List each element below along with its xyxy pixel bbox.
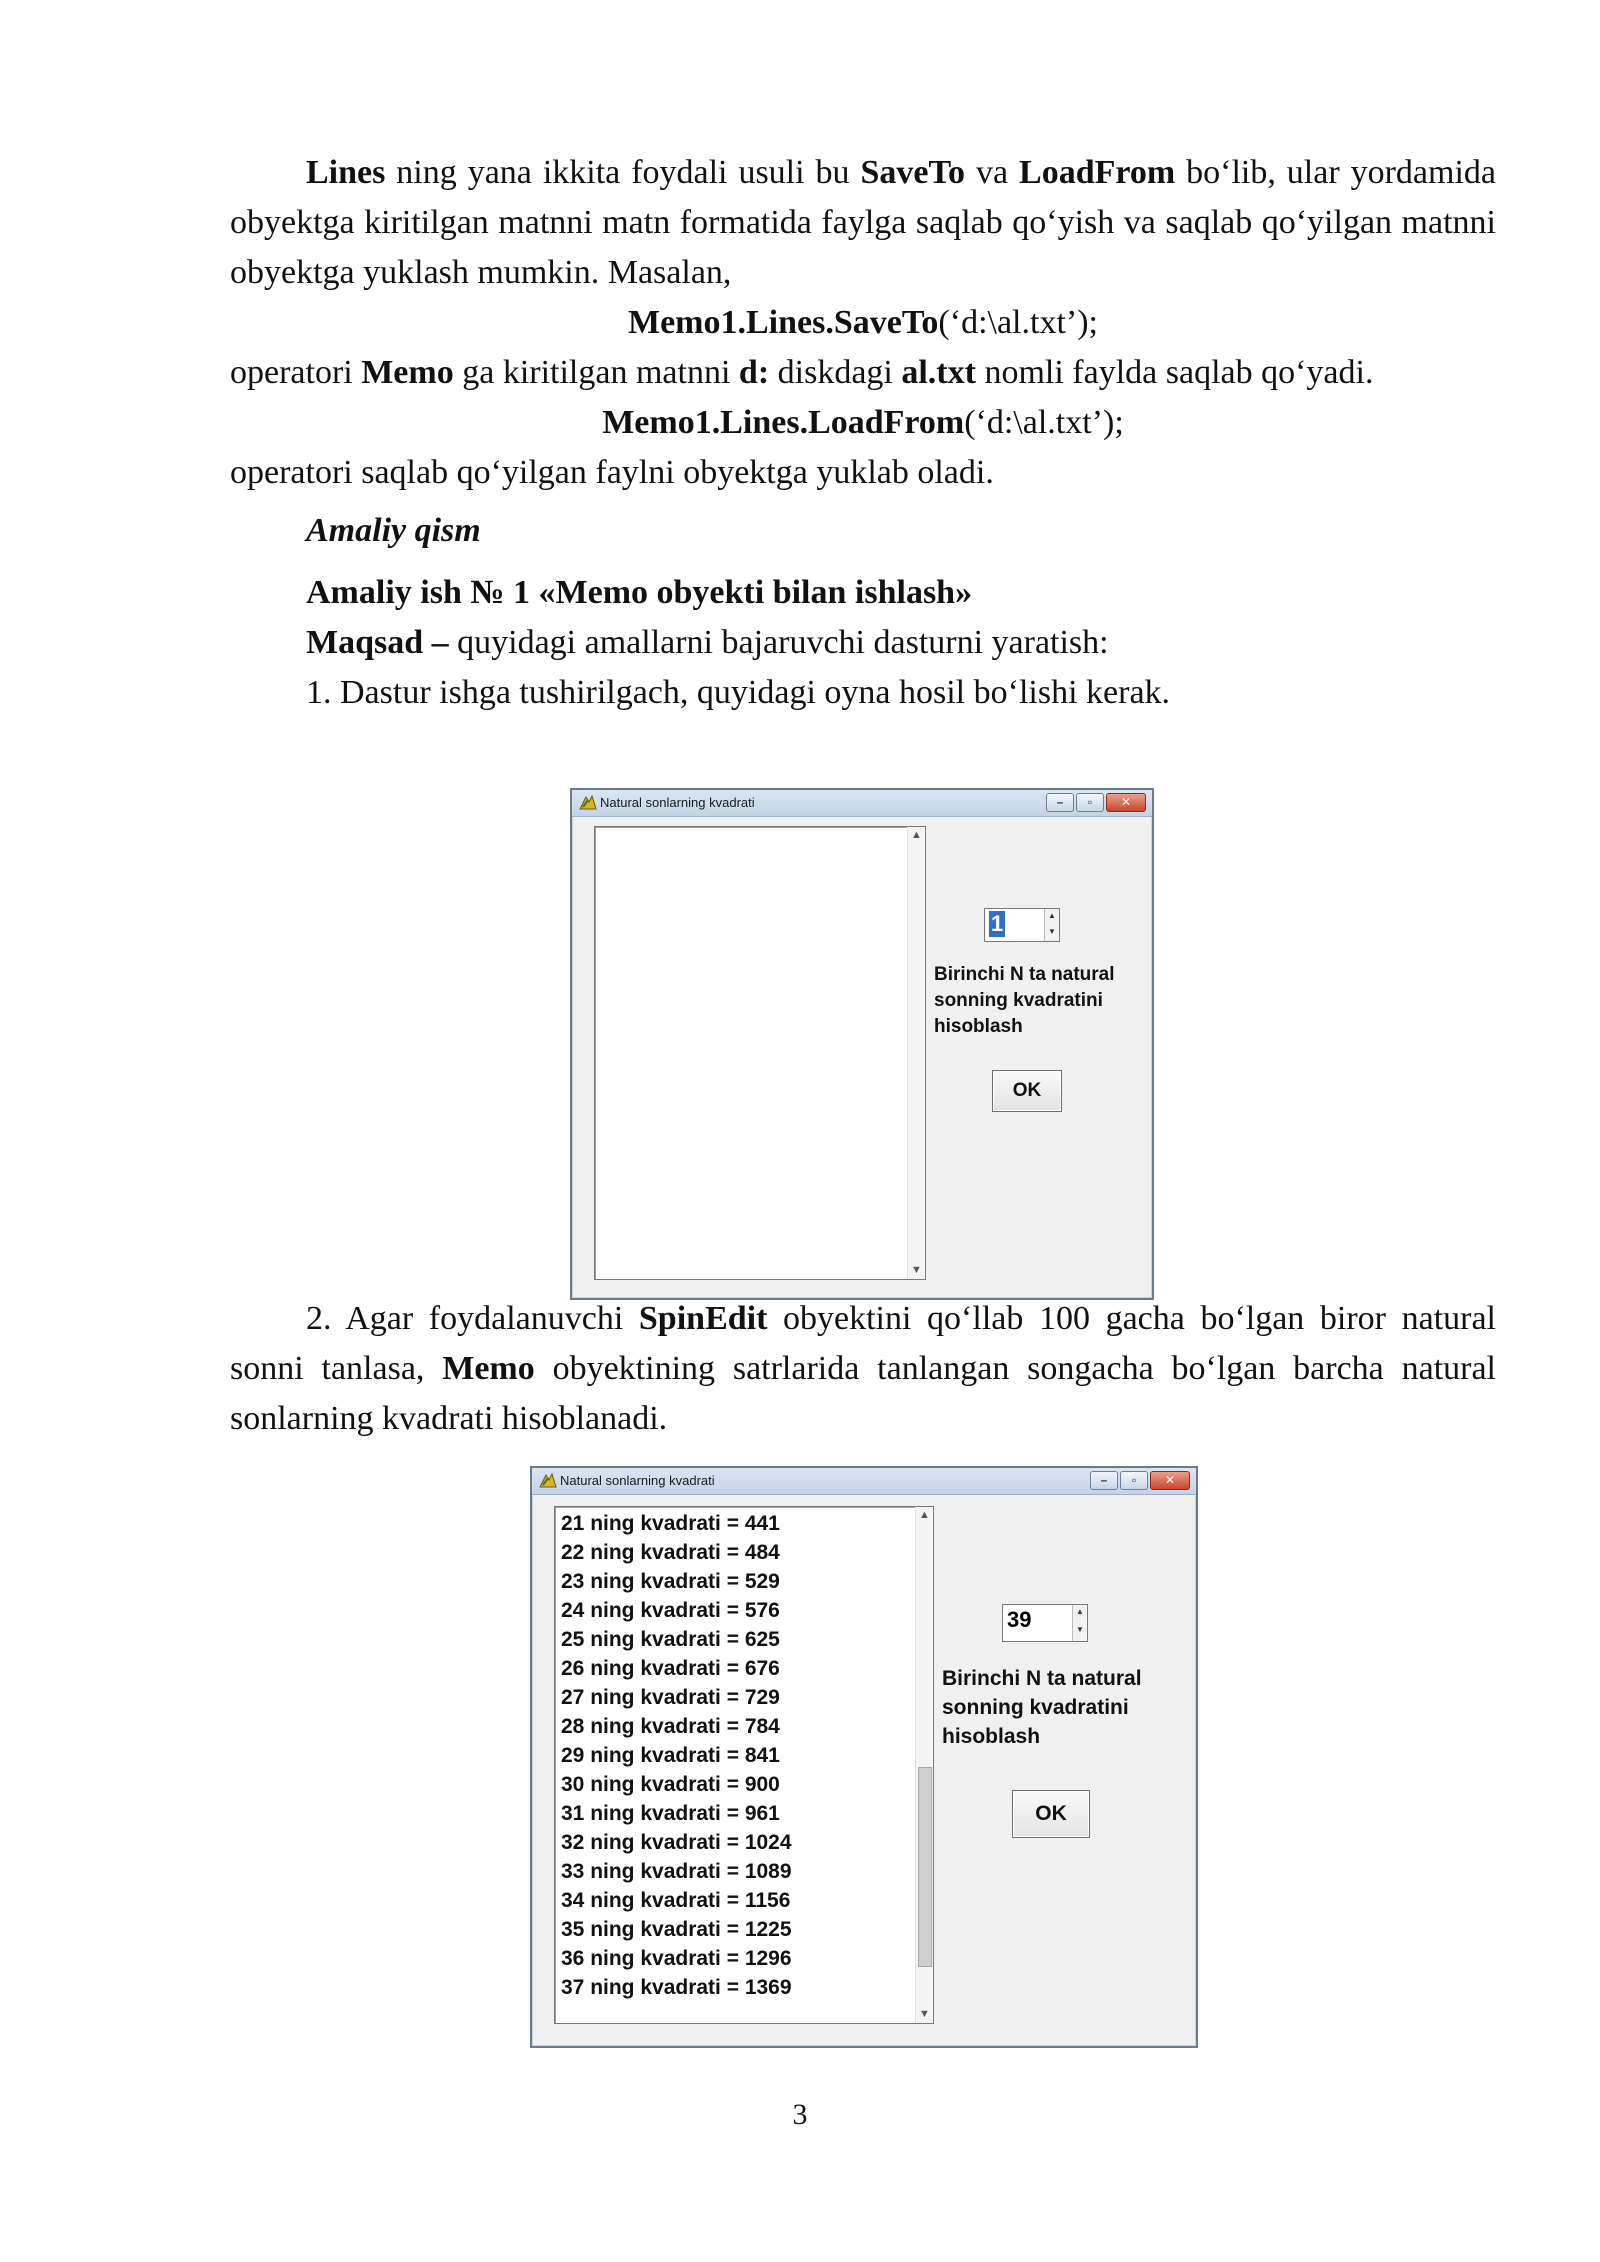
memo-box[interactable] <box>554 1506 934 2024</box>
close-button[interactable] <box>1106 793 1146 812</box>
memo-line: 28 ning kvadrati = 784 <box>561 1715 780 1738</box>
memo-line: 23 ning kvadrati = 529 <box>561 1570 780 1593</box>
minimize-icon: – <box>1056 795 1064 809</box>
label-line: hisoblash <box>942 1725 1041 1748</box>
memo-scrollbar[interactable] <box>915 1507 933 2023</box>
memo-line: 24 ning kvadrati = 576 <box>561 1599 780 1622</box>
label-line: Birinchi N ta natural <box>942 1667 1142 1690</box>
description-label <box>942 1664 1142 1751</box>
spinedit[interactable] <box>1002 1604 1088 1642</box>
text: bo‘lib, ular yordamida obyektga kiritilgan matnni matn formatida faylga saqlab qo‘yish va saqlab qo‘yilgan matnni obyektga yuklash mumkin. Masalan, <box>230 154 1496 291</box>
memo-line: 21 ning kvadrati = 441 <box>561 1512 780 1535</box>
term-memo: Memo <box>442 1350 535 1387</box>
window-initial <box>570 788 1154 1300</box>
spin-up-icon[interactable]: ▲ <box>1076 1607 1084 1616</box>
close-icon: ✕ <box>1120 795 1132 809</box>
label-line: Birinchi N ta natural <box>934 964 1115 985</box>
memo-line: 34 ning kvadrati = 1156 <box>561 1889 791 1912</box>
label-line: hisoblash <box>934 1016 1023 1037</box>
step-1: 1. Dastur ishga tushirilgach, quyidagi oyna hosil bo‘lishi kerak. <box>306 674 1171 711</box>
spinedit-value[interactable]: 1 <box>991 911 1004 936</box>
memo-line: 35 ning kvadrati = 1225 <box>561 1918 792 1941</box>
text: ning yana ikkita foydali usuli bu <box>385 154 861 191</box>
text: ga kiritilgan matnni <box>453 354 739 391</box>
code-loadfrom <box>230 398 1496 448</box>
memo-line: 33 ning kvadrati = 1089 <box>561 1860 792 1883</box>
memo-line: 27 ning kvadrati = 729 <box>561 1686 780 1709</box>
scroll-up-icon[interactable]: ▲ <box>911 829 922 841</box>
section-heading: Amaliy qism <box>306 512 481 549</box>
spin-buttons[interactable] <box>1072 1605 1087 1641</box>
maximize-button[interactable] <box>1120 1471 1148 1490</box>
step-2 <box>230 1294 1496 1444</box>
spin-up-icon[interactable]: ▲ <box>1048 911 1056 920</box>
ok-button[interactable] <box>1012 1790 1090 1838</box>
memo-scrollbar[interactable] <box>907 827 925 1279</box>
term-filename: al.txt <box>901 354 976 391</box>
memo-line: 30 ning kvadrati = 900 <box>561 1773 780 1796</box>
text: obyektining satrlarida tanlangan songacha bo‘lgan barcha natural sonlarning kvadrati hisoblanadi. <box>230 1350 1496 1437</box>
label-line: sonning kvadratini <box>934 990 1103 1011</box>
term-loadfrom: LoadFrom <box>1019 154 1176 191</box>
code-args: (‘d:\al.txt’); <box>938 304 1098 341</box>
text: 2. Agar foydalanuvchi <box>306 1300 639 1337</box>
work-title: Amaliy ish № 1 «Memo obyekti bilan ishlash» <box>306 574 973 611</box>
text: operatori <box>230 354 362 391</box>
term-spinedit: SpinEdit <box>638 1300 768 1337</box>
window-title: Natural sonlarning kvadrati <box>600 795 755 810</box>
text: va <box>965 154 1020 191</box>
paragraph-lines-methods <box>230 148 1496 298</box>
text: nomli faylda saqlab qo‘yadi. <box>975 354 1374 391</box>
memo-line: 29 ning kvadrati = 841 <box>561 1744 780 1767</box>
paragraph-saveto-explain <box>230 348 1496 398</box>
term-lines: Lines <box>306 154 386 191</box>
minimize-button[interactable] <box>1090 1471 1118 1490</box>
spin-down-icon[interactable]: ▼ <box>1076 1625 1084 1634</box>
code-method: Memo1.Lines.LoadFrom <box>602 404 965 441</box>
description-label <box>934 962 1115 1040</box>
code-args: (‘d:\al.txt’); <box>964 404 1124 441</box>
scroll-down-icon[interactable]: ▼ <box>911 1264 922 1276</box>
window-titlebar <box>572 790 1152 817</box>
minimize-icon: – <box>1100 1473 1108 1487</box>
text: diskdagi <box>769 354 902 391</box>
page-number: 3 <box>792 2098 808 2131</box>
window-result <box>530 1466 1198 2048</box>
goal-line <box>230 618 1496 668</box>
paragraph-loadfrom-explain: operatori saqlab qo‘yilgan faylni obyektga yuklab oladi. <box>230 454 994 491</box>
term-drive: d: <box>738 354 770 391</box>
maximize-icon: ▫ <box>1087 795 1093 809</box>
app-icon <box>578 793 598 813</box>
scroll-up-icon[interactable]: ▲ <box>919 1509 930 1521</box>
maximize-button[interactable] <box>1076 793 1104 812</box>
code-method: Memo1.Lines.SaveTo <box>628 304 939 341</box>
memo-line: 31 ning kvadrati = 961 <box>561 1802 780 1825</box>
memo-line: 26 ning kvadrati = 676 <box>561 1657 780 1680</box>
memo-box[interactable] <box>594 826 926 1280</box>
term-saveto: SaveTo <box>860 154 966 191</box>
maximize-icon: ▫ <box>1131 1473 1137 1487</box>
spin-down-icon[interactable]: ▼ <box>1048 927 1056 936</box>
term-memo: Memo <box>361 354 454 391</box>
memo-line: 32 ning kvadrati = 1024 <box>561 1831 792 1854</box>
spin-buttons[interactable] <box>1044 909 1059 941</box>
app-icon <box>538 1471 558 1491</box>
memo-line: 22 ning kvadrati = 484 <box>561 1541 780 1564</box>
document-body <box>230 148 1496 718</box>
ok-button-label[interactable]: OK <box>1012 1080 1042 1101</box>
memo-line: 37 ning kvadrati = 1369 <box>561 1976 792 1999</box>
spinedit-value[interactable]: 39 <box>1007 1607 1032 1632</box>
scrollbar-thumb[interactable] <box>918 1767 932 1967</box>
minimize-button[interactable] <box>1046 793 1074 812</box>
goal-label: Maqsad – <box>306 624 449 661</box>
ok-button-label[interactable]: OK <box>1035 1802 1067 1825</box>
memo-line: 25 ning kvadrati = 625 <box>561 1628 780 1651</box>
scroll-down-icon[interactable]: ▼ <box>919 2008 930 2020</box>
close-button[interactable] <box>1150 1471 1190 1490</box>
spinedit[interactable] <box>984 908 1060 942</box>
text: quyidagi amallarni bajaruvchi dasturni yaratish: <box>448 624 1109 661</box>
window-title: Natural sonlarning kvadrati <box>560 1473 715 1488</box>
code-saveto <box>230 298 1496 348</box>
text: obyektini qo‘llab 100 gacha bo‘lgan biror natural sonni tanlasa, <box>230 1300 1496 1387</box>
close-icon: ✕ <box>1164 1473 1176 1487</box>
label-line: sonning kvadratini <box>942 1696 1129 1719</box>
memo-line: 36 ning kvadrati = 1296 <box>561 1947 792 1970</box>
window-titlebar <box>532 1468 1196 1495</box>
ok-button[interactable] <box>992 1070 1062 1112</box>
